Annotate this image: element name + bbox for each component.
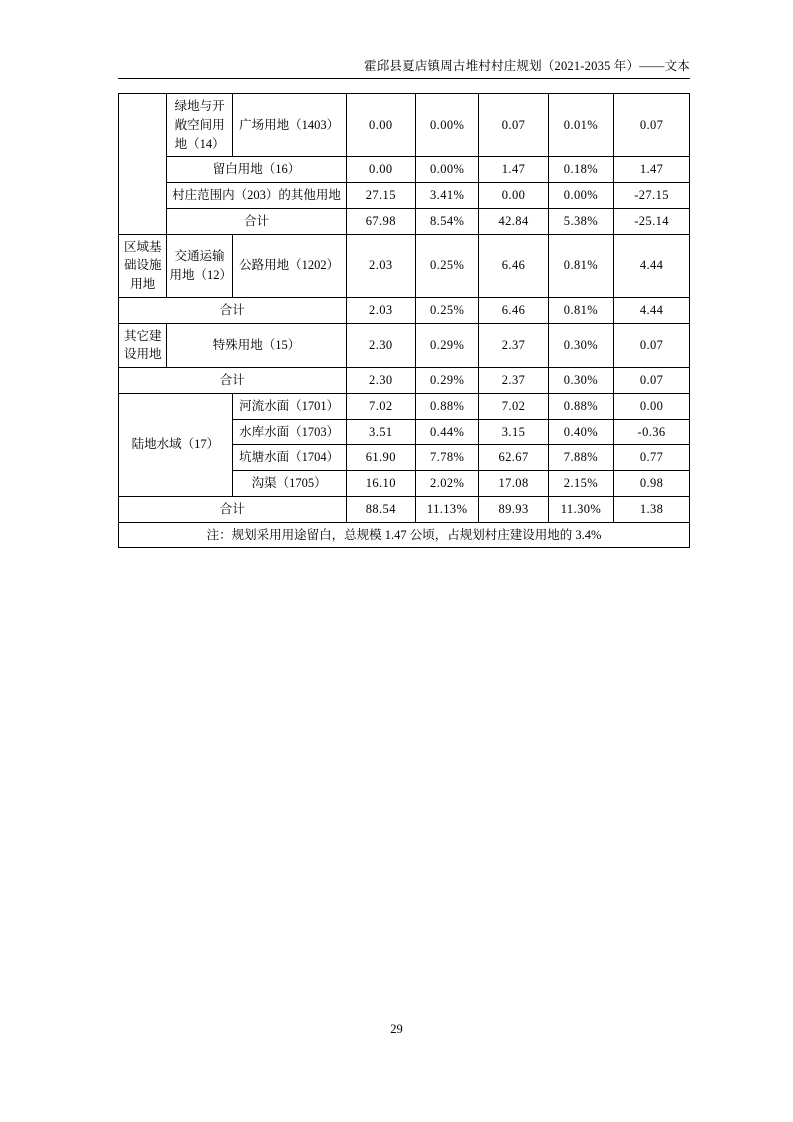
cell-planned-percent: 0.18%	[548, 157, 613, 183]
cell-planned-percent: 11.30%	[548, 496, 613, 522]
table-row	[119, 393, 690, 419]
row-category: 其它建设用地	[119, 323, 167, 368]
cell-planned-percent: 0.00%	[548, 183, 613, 209]
row-landuse-name: 留白用地（16）	[167, 157, 346, 183]
row-total-label: 合计	[119, 297, 347, 323]
cell-current-area: 0.00	[346, 94, 416, 157]
row-category: 区域基础设施用地	[119, 234, 167, 297]
cell-planned-percent: 0.30%	[548, 323, 613, 368]
row-landuse-name: 公路用地（1202）	[232, 234, 346, 297]
cell-current-area: 2.30	[346, 368, 416, 394]
cell-planned-area: 0.07	[479, 94, 549, 157]
row-total-label: 合计	[167, 208, 346, 234]
cell-change: 0.98	[614, 471, 690, 497]
row-landuse-name: 特殊用地（15）	[167, 323, 346, 368]
cell-change: 4.44	[614, 234, 690, 297]
cell-current-area: 3.51	[346, 419, 416, 445]
cell-change: 4.44	[614, 297, 690, 323]
cell-planned-percent: 7.88%	[548, 445, 613, 471]
row-subcategory: 交通运输用地（12）	[167, 234, 232, 297]
cell-planned-area: 42.84	[479, 208, 549, 234]
row-total-label: 合计	[119, 368, 347, 394]
cell-change: 0.77	[614, 445, 690, 471]
cell-planned-percent: 0.01%	[548, 94, 613, 157]
cell-planned-area: 17.08	[479, 471, 549, 497]
table-row	[119, 157, 690, 183]
cell-change: 0.07	[614, 323, 690, 368]
table-row-total	[119, 496, 690, 522]
row-category: 陆地水域（17）	[119, 393, 233, 496]
table-note: 注：规划采用用途留白，总规模 1.47 公顷，占规划村庄建设用地的 3.4%	[119, 522, 690, 548]
table-row	[119, 94, 690, 157]
cell-change: -0.36	[614, 419, 690, 445]
cell-current-area: 16.10	[346, 471, 416, 497]
cell-planned-area: 3.15	[479, 419, 549, 445]
row-total-label: 合计	[119, 496, 347, 522]
cell-current-percent: 2.02%	[416, 471, 479, 497]
land-use-table-container	[118, 93, 690, 548]
cell-planned-percent: 0.30%	[548, 368, 613, 394]
table-row	[119, 323, 690, 368]
cell-change: 1.38	[614, 496, 690, 522]
cell-planned-area: 89.93	[479, 496, 549, 522]
cell-change: 0.07	[614, 368, 690, 394]
cell-planned-area: 2.37	[479, 368, 549, 394]
table-row	[119, 234, 690, 297]
table-row	[119, 183, 690, 209]
cell-planned-area: 6.46	[479, 297, 549, 323]
cell-change: 0.07	[614, 94, 690, 157]
row-landuse-name: 村庄范围内（203）的其他用地	[167, 183, 346, 209]
cell-current-percent: 11.13%	[416, 496, 479, 522]
row-subcategory: 绿地与开敞空间用地（14）	[167, 94, 232, 157]
row-category-blank	[119, 94, 167, 235]
table-row-total	[119, 297, 690, 323]
cell-planned-area: 2.37	[479, 323, 549, 368]
table-note-row	[119, 522, 690, 548]
cell-planned-area: 7.02	[479, 393, 549, 419]
table-row-total	[119, 368, 690, 394]
row-landuse-name: 河流水面（1701）	[232, 393, 346, 419]
cell-current-area: 2.30	[346, 323, 416, 368]
cell-current-area: 2.03	[346, 297, 416, 323]
cell-planned-percent: 2.15%	[548, 471, 613, 497]
table-row-total	[119, 208, 690, 234]
cell-change: 0.00	[614, 393, 690, 419]
cell-current-percent: 0.00%	[416, 94, 479, 157]
cell-current-percent: 0.29%	[416, 323, 479, 368]
row-landuse-name: 坑塘水面（1704）	[232, 445, 346, 471]
cell-planned-percent: 0.40%	[548, 419, 613, 445]
cell-current-percent: 0.25%	[416, 234, 479, 297]
cell-planned-percent: 5.38%	[548, 208, 613, 234]
cell-current-area: 88.54	[346, 496, 416, 522]
cell-current-area: 27.15	[346, 183, 416, 209]
cell-current-area: 61.90	[346, 445, 416, 471]
page-header: 霍邱县夏店镇周古堆村村庄规划（2021-2035 年）——文本	[364, 59, 690, 73]
cell-current-percent: 0.44%	[416, 419, 479, 445]
cell-planned-area: 6.46	[479, 234, 549, 297]
cell-current-area: 2.03	[346, 234, 416, 297]
cell-planned-percent: 0.88%	[548, 393, 613, 419]
cell-current-area: 67.98	[346, 208, 416, 234]
cell-current-percent: 8.54%	[416, 208, 479, 234]
cell-current-area: 0.00	[346, 157, 416, 183]
row-landuse-name: 沟渠（1705）	[232, 471, 346, 497]
cell-planned-percent: 0.81%	[548, 297, 613, 323]
cell-planned-area: 0.00	[479, 183, 549, 209]
page-number: 29	[390, 1022, 403, 1036]
land-use-table	[118, 93, 690, 548]
cell-change: 1.47	[614, 157, 690, 183]
cell-current-percent: 3.41%	[416, 183, 479, 209]
header-divider	[118, 78, 690, 79]
cell-planned-area: 62.67	[479, 445, 549, 471]
cell-change: -25.14	[614, 208, 690, 234]
row-landuse-name: 水库水面（1703）	[232, 419, 346, 445]
row-landuse-name: 广场用地（1403）	[232, 94, 346, 157]
cell-planned-area: 1.47	[479, 157, 549, 183]
cell-planned-percent: 0.81%	[548, 234, 613, 297]
cell-current-percent: 0.00%	[416, 157, 479, 183]
cell-current-percent: 0.88%	[416, 393, 479, 419]
cell-current-percent: 7.78%	[416, 445, 479, 471]
cell-current-percent: 0.29%	[416, 368, 479, 394]
cell-change: -27.15	[614, 183, 690, 209]
cell-current-area: 7.02	[346, 393, 416, 419]
cell-current-percent: 0.25%	[416, 297, 479, 323]
